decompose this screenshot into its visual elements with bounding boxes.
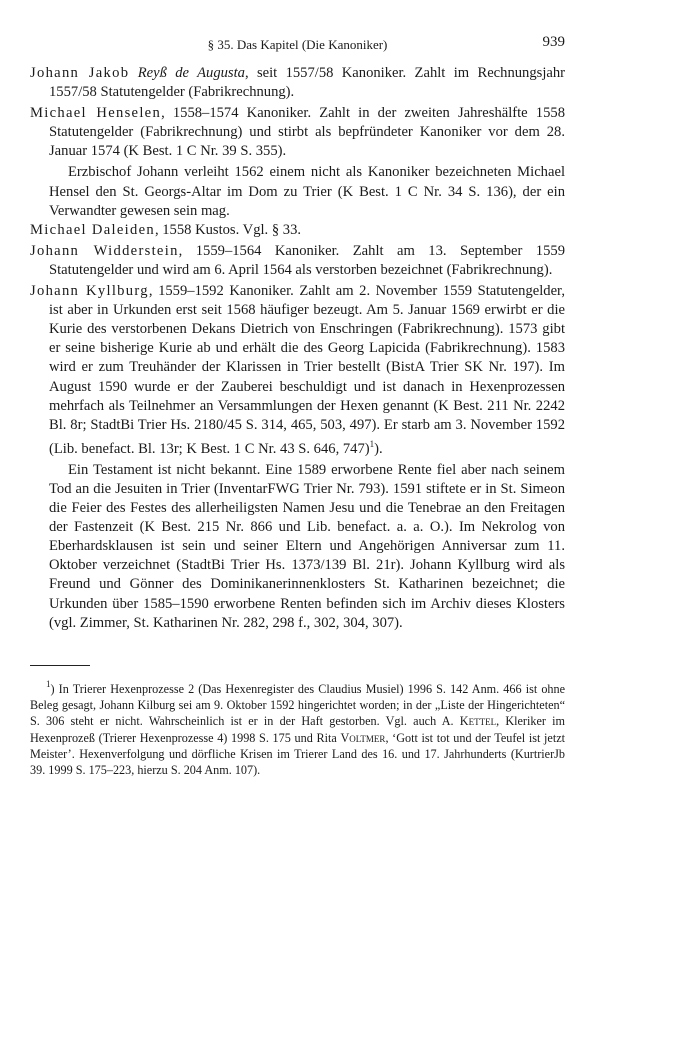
entry-paragraph: Erzbischof Johann verleiht 1562 einem nicht als Kanoniker bezeichneten Michael Hensel den St. Georgs-Altar im Dom zu Trier (K Best. 1 C Nr. 34 S. 136), der ein Verwandter gewesen sein mag. bbox=[49, 164, 565, 219]
entry-name: Michael Henselen bbox=[30, 105, 162, 122]
page bbox=[30, 34, 565, 779]
footnote-text: In Trierer Hexenprozesse 2 (Das Hexenregister des Claudius Musiel) 1996 S. 142 Anm. 466 ist ohne Beleg gesagt, Johann Kilburg sei am 9. Oktober 1592 hingerichtet worden; in der „Liste der Hingerichteten“ S. 306 steht er nicht. Wahrscheinlich ist er in der Haft gestorben. Vgl. auch A. bbox=[30, 681, 566, 729]
entry-text: , 1559–1564 Kanoniker. Zahlt am 13. September 1559 Statutengelder und wird am 6. April 1564 als verstorben bezeichnet (Fabrikrechnung). bbox=[49, 242, 565, 278]
entry-name: Johann Widderstein bbox=[30, 242, 179, 259]
footnote-marker: 1 bbox=[46, 678, 51, 689]
entry-name: Johann Kyllburg bbox=[30, 283, 149, 300]
page-header bbox=[30, 34, 565, 56]
entry-daleiden bbox=[30, 221, 565, 240]
entry-reyss bbox=[30, 64, 565, 102]
footnote-text: , ‘Gott ist tot und der Teufel ist jetzt Meister’. Hexenverfolgung und dörfliche Krisen im Trierer Land des 16. und 17. Jahrhunderts (KurtrierJb 39. 1999 S. 175–223, hierzu S. 204 Anm. 107). bbox=[30, 730, 566, 778]
entry-name: Johann Jakob bbox=[30, 65, 130, 81]
entry-text: , seit 1557/58 Kanoniker. Zahlt im Rechnungsjahr 1557/58 Statutengelder (Fabrikrechnung). bbox=[49, 65, 566, 101]
entry-name: Michael Daleiden bbox=[30, 221, 155, 238]
entries bbox=[30, 64, 565, 633]
entry-epithet: Reyß de Augusta bbox=[137, 65, 245, 81]
footnote-reference[interactable]: 1 bbox=[369, 438, 375, 449]
entry-text: , 1558 Kustos. Vgl. § 33. bbox=[154, 221, 302, 238]
running-head: § 35. Das Kapitel (Die Kanoniker) bbox=[207, 37, 388, 52]
footnote-rule bbox=[30, 665, 90, 666]
page-number: 939 bbox=[542, 34, 565, 50]
entry-paragraph: Ein Testament ist nicht bekannt. Eine 1589 erworbene Rente fiel aber nach seinem Tod an die Jesuiten in Trier (InventarFWG Trier Nr. 793). 1591 stiftete er in St. Simeon die Feier des Festes des allerheiligsten Namen Jesu und die Tenebrae an den Freitagen der Fastenzeit (K Best. 215 Nr. 866 und Lib. benefact. a. a. O.). Im Nekrolog von Eberhardsklausen ist sein und seiner Eltern und Angehörigen Anniversar zum 11. Oktober verzeichnet (StadtBi Trier Hs. 1373/139 Bl. 21r). Johann Kyllburg wird als Freund und Gönner des Dominikanerinnenklosters St. Katharinen bezeichnet; die Urkunden über 1585–1590 erworbene Renten befinden sich im Archiv dieses Klosters (vgl. Zimmer, St. Katharinen Nr. 282, 298 f., 302, 304, 307). bbox=[49, 461, 565, 631]
entry-kyllburg bbox=[30, 282, 565, 459]
footnote-author: Kettel bbox=[459, 714, 497, 729]
entry-widderstein bbox=[30, 242, 565, 280]
entry-henselen bbox=[30, 104, 565, 161]
entry-text: , 1558–1574 Kanoniker. Zahlt in der zweiten Jahreshälfte 1558 Statutengelder (Fabrikrechnung) und stirbt als bepfründeter Kanoniker vor dem 28. Januar 1574 (K Best. 1 C Nr. 39 S. 355). bbox=[49, 105, 565, 160]
footnote: $^1$) In Trierer Hexenprozesse 2 (Das Hexenregister des Claudius Musiel) 1996 S. 142 Anm. 466 ist ohne Beleg gesagt, Johann Kilburg sei am 9. Oktober 1592 hingerichtet worden; in der „Liste der Hingerichteten“ S. 306 steht er nicht. Wahrscheinlich ist er in der Haft gestorben. Vgl. auch A. Kettel, Kleriker im Hexenprozeß (Trierer Hexenprozesse 4) 1998 S. 175 und Rita Voltmer, ‘Gott ist tot und der Teufel ist jetzt Meister’. Hexenverfolgung und dörfliche Krisen im Trierer Land des 16. und 17. Jahrhunderts (KurtrierJb 39. 1999 S. 175–223, hierzu S. 204 Anm. 107). bbox=[30, 678, 566, 778]
entry-text-end: ). bbox=[374, 440, 383, 457]
entry-text: , 1559–1592 Kanoniker. Zahlt am 2. November 1559 Statutengelder, ist aber in Urkunden erst seit 1568 häufiger bezeugt. Am 5. Januar 1569 erwirbt er die Kurie des verstorbenen Dekans Dietrich von Enschringen (Fabrikrechnung). 1573 gibt er seine bisherige Kurie ab und erhält die des Georg Lapicida (Fabrikrechnung). 1583 wird er zum Treuhänder der Klarissen in Trier bestellt (BistA Trier SK Nr. 197). Im August 1590 wurde er der Zauberei beschuldigt und ist danach in Hexenprozessen mehrfach als Teilnehmer an Versammlungen der Hexen genannt (K Best. 211 Nr. 2242 Bl. 8r; StadtBi Trier Hs. 2180/45 S. 314, 465, 503, 497). Er starb am 3. November 1592 (Lib. benefact. Bl. 13r; K Best. 1 C Nr. 43 S. 646, 747) bbox=[49, 283, 565, 457]
footnote-text: , Kleriker im Hexenprozeß (Trierer Hexenprozesse 4) 1998 S. 175 und Rita bbox=[30, 714, 566, 745]
footnote-author: Voltmer bbox=[340, 730, 386, 745]
